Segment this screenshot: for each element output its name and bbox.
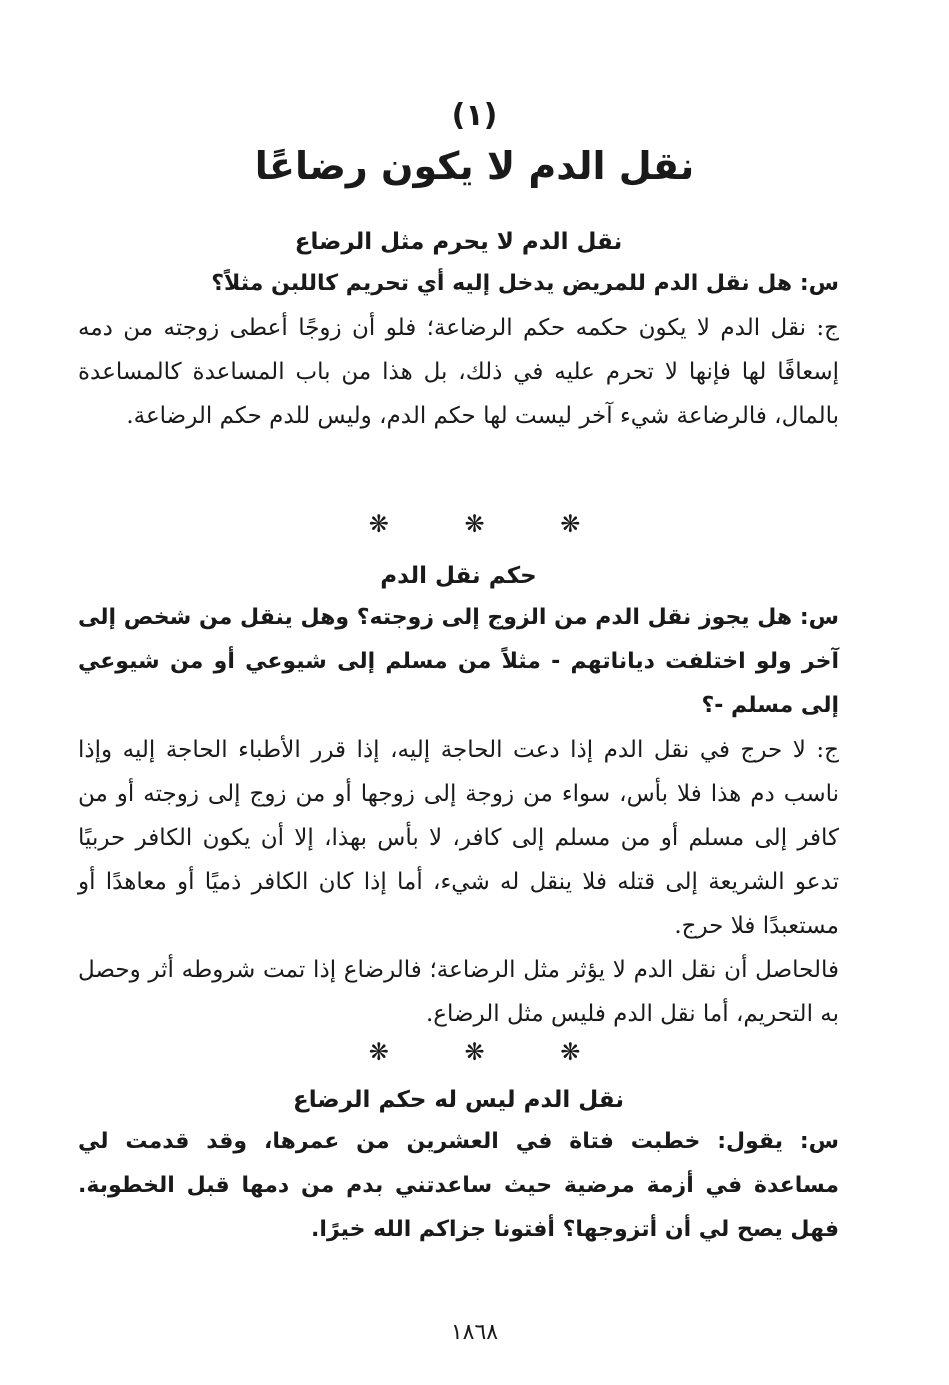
asterism-icon: ❋: [368, 510, 389, 538]
section-heading: حكم نقل الدم: [380, 563, 537, 589]
page-number: ١٨٦٨: [450, 1320, 499, 1345]
section-1: [78, 222, 839, 438]
question-text: س: هل نقل الدم للمريض يدخل إليه أي تحريم كاللبن مثلاً؟: [211, 271, 839, 296]
section-heading: نقل الدم ليس له حكم الرضاع: [293, 1087, 624, 1113]
asterism-icon: ❋: [560, 510, 581, 538]
chapter-number: (١): [451, 98, 498, 133]
section-3: [78, 1080, 839, 1252]
chapter-title: نقل الدم لا يكون رضاعًا: [254, 144, 695, 188]
answer-text: ج: نقل الدم لا يكون حكمه حكم الرضاعة؛ فلو أن زوجًا أعطى زوجته من دمه إسعافًا لها فإنها لا تحرم عليه في ذلك، بل هذا من باب المساعدة كالمساعدة بالمال، فالرضاعة شيء آخر ليست لها حكم الدم، وليس للدم حكم الرضاعة.: [78, 315, 839, 429]
question-text: س: يقول: خطبت فتاة في العشرين من عمرها، وقد قدمت لي مساعدة في أزمة مرضية حيث ساعدتني بدم من دمها قبل الخطوبة. فهل يصح لي أن أتزوجها؟ أفتونا جزاكم الله خيرًا.: [78, 1129, 839, 1242]
asterism-icon: ❋: [464, 1038, 485, 1066]
section-heading: نقل الدم لا يحرم مثل الرضاع: [294, 229, 623, 255]
asterism-icon: ❋: [368, 1038, 389, 1066]
asterism-icon: ❋: [560, 1038, 581, 1066]
answer-text: فالحاصل أن نقل الدم لا يؤثر مثل الرضاعة؛ فالرضاع إذا تمت شروطه أثر وحصل به التحريم، أما نقل الدم فليس مثل الرضاع.: [78, 957, 839, 1027]
section-separator: [0, 510, 949, 538]
question-text: س: هل يجوز نقل الدم من الزوج إلى زوجته؟ وهل ينقل من شخص إلى آخر ولو اختلفت دياناتهم - مثلاً من مسلم إلى شيوعي أو من شيوعي إلى مسلم -؟: [78, 605, 839, 718]
answer-text: ج: لا حرج في نقل الدم إذا دعت الحاجة إليه، إذا قرر الأطباء الحاجة إليه وإذا ناسب دم هذا فلا بأس، سواء من زوجة إلى زوجها أو من زوج إلى زوجته أو من كافر إلى مسلم أو من مسلم إلى كافر، لا بأس بهذا، إلا أن يكون الكافر حربيًا تدعو الشريعة إلى قتله فلا ينقل له شيء، أما إذا كان الكافر ذميًا أو معاهدًا أو مستعبدًا فلا حرج.: [78, 737, 839, 939]
asterism-icon: ❋: [464, 510, 485, 538]
section-separator: [0, 1038, 949, 1066]
section-2: [78, 556, 839, 1036]
